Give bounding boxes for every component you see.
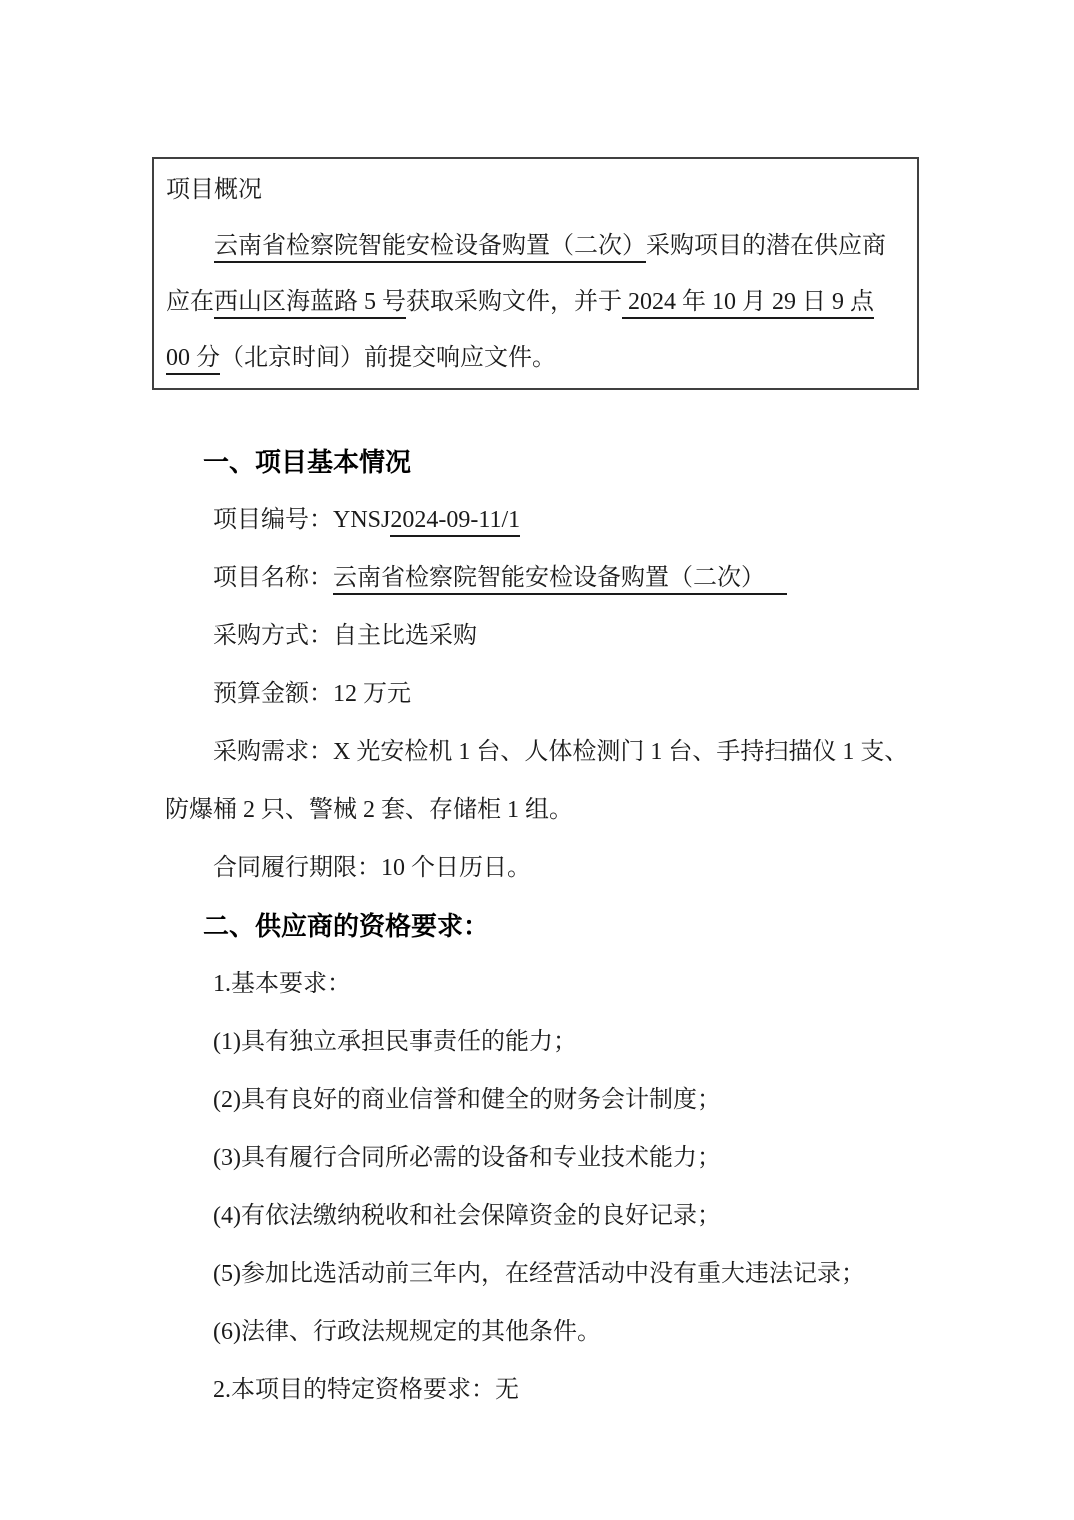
section2-heading: 二、供应商的资格要求： — [203, 911, 490, 941]
project-name-label: 项目名称： — [213, 565, 333, 591]
underlined-deadline-date-run: 2024 年 10 月 29 日 9 点 — [622, 289, 874, 319]
paragraph-specific-requirements: 2.本项目的特定资格要求：无 — [213, 1377, 519, 1403]
text-run: 获取采购文件，并于 — [406, 289, 622, 315]
paragraph-basic-item-4: (4)有依法缴纳税收和社会保障资金的良好记录； — [213, 1203, 721, 1229]
paragraph-basic-item-5: (5)参加比选活动前三年内，在经营活动中没有重大违法记录； — [213, 1261, 865, 1287]
document-body — [165, 433, 915, 1419]
project-number-label: 项目编号：YNSJ — [213, 507, 391, 533]
paragraph-requirements: 采购需求：X 光安检机 1 台、人体检测门 1 台、手持扫描仪 1 支、防爆桶 2 只、警械 2 套、存储柜 1 组。 — [165, 739, 909, 823]
paragraph-contract-period: 合同履行期限：10 个日历日。 — [213, 855, 531, 881]
project-name-value: 云南省检察院智能安检设备购置（二次） — [333, 565, 787, 595]
paragraph-budget: 预算金额：12 万元 — [213, 681, 411, 707]
underlined-address-run: 西山区海蓝路 5 号 — [214, 289, 406, 319]
overview-line-3 — [166, 330, 905, 386]
overview-box-title: 项目概况 — [166, 177, 262, 203]
paragraph-basic-item-6: (6)法律、行政法规规定的其他条件。 — [213, 1319, 601, 1345]
project-overview-box — [152, 157, 919, 390]
paragraph-procurement-method: 采购方式：自主比选采购 — [213, 623, 477, 649]
paragraph-basic-item-3: (3)具有履行合同所必需的设备和专业技术能力； — [213, 1145, 721, 1171]
paragraph-project-number — [165, 491, 915, 549]
text-run: （北京时间）前提交响应文件。 — [220, 345, 556, 371]
project-number-value: 2024-09-11/1 — [390, 507, 520, 537]
text-run: 采购项目的潜在供应商 — [646, 233, 886, 259]
text-run: 应在 — [166, 289, 214, 315]
section1-heading: 一、项目基本情况 — [203, 447, 412, 477]
overview-line-2 — [166, 274, 905, 330]
paragraph-basic-requirements-title: 1.基本要求： — [213, 971, 351, 997]
paragraph-basic-item-1: (1)具有独立承担民事责任的能力； — [213, 1029, 577, 1055]
overview-line-1 — [166, 218, 905, 274]
underlined-project-title-run: 云南省检察院智能安检设备购置（二次） — [214, 233, 646, 263]
paragraph-basic-item-2: (2)具有良好的商业信誉和健全的财务会计制度； — [213, 1087, 721, 1113]
underlined-deadline-minute-run: 00 分 — [166, 345, 220, 375]
paragraph-project-name — [165, 549, 915, 607]
